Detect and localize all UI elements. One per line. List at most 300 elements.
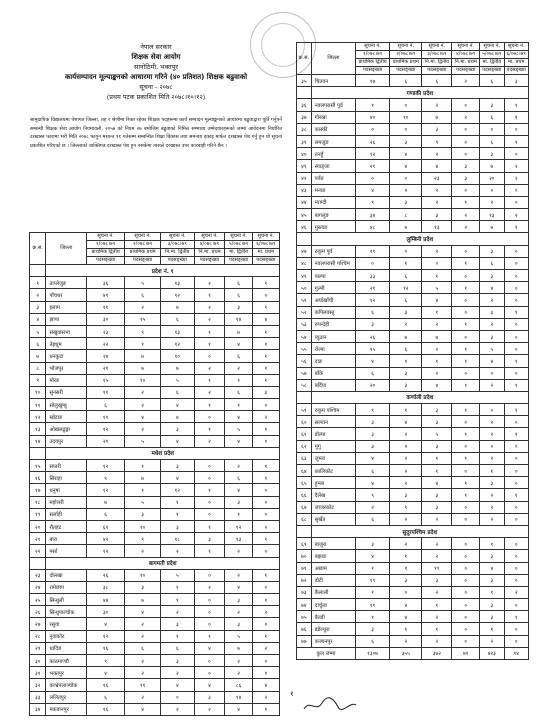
post-count-cell: १ bbox=[504, 355, 529, 367]
sn-cell: ३ bbox=[30, 301, 46, 313]
post-count-cell: १ bbox=[452, 343, 480, 355]
post-count-cell: २ bbox=[125, 545, 161, 557]
post-count-cell: २ bbox=[422, 99, 452, 111]
post-count-cell: ५ bbox=[225, 423, 252, 435]
post-count-cell: २४ bbox=[86, 350, 124, 362]
post-count-cell: ० bbox=[504, 599, 529, 611]
post-count-cell: २ bbox=[225, 655, 252, 667]
post-count-cell: ० bbox=[390, 245, 422, 257]
post-count-cell: ० bbox=[452, 148, 480, 160]
post-count-cell: ० bbox=[504, 550, 529, 562]
post-count-cell: २२ bbox=[86, 338, 124, 350]
level-label: नि.मा. प्रथम bbox=[452, 59, 480, 67]
district-cell: नवलपरासी पश्चिम bbox=[311, 257, 355, 269]
post-count-cell: १ bbox=[504, 404, 529, 416]
post-count-cell: २ bbox=[252, 642, 279, 654]
table-row bbox=[297, 318, 529, 330]
post-count-cell: ० bbox=[390, 99, 422, 111]
post-count-cell: ० bbox=[194, 508, 225, 520]
table-row bbox=[30, 423, 280, 435]
notice-label: सूचना नं. bbox=[252, 233, 279, 241]
post-count-cell: १३ bbox=[161, 325, 195, 337]
table-row bbox=[297, 221, 529, 233]
post-count-cell: ३ bbox=[225, 618, 252, 630]
post-count-cell: ११ bbox=[355, 245, 389, 257]
post-count-cell: २ bbox=[390, 477, 422, 489]
table-row bbox=[297, 586, 529, 598]
post-count-cell: ३ bbox=[355, 538, 389, 550]
district-cell: मुस्ताङ bbox=[311, 221, 355, 233]
post-count-cell: १ bbox=[225, 374, 252, 386]
sn-cell: ७ bbox=[30, 350, 46, 362]
province-name: गण्डकी प्रदेश bbox=[311, 87, 528, 99]
post-count-cell: ३ bbox=[452, 172, 480, 184]
table-row bbox=[297, 111, 529, 123]
post-count-cell: २ bbox=[125, 618, 161, 630]
post-count-cell: ३ bbox=[504, 75, 529, 87]
district-cell: दोलखा bbox=[46, 569, 86, 581]
post-count-cell: ११ bbox=[355, 574, 389, 586]
post-count-cell: ० bbox=[252, 496, 279, 508]
post-count-cell: ० bbox=[480, 184, 504, 196]
post-count-cell: २ bbox=[194, 362, 225, 374]
post-count-cell: १० bbox=[125, 520, 161, 532]
post-count-cell: ० bbox=[480, 367, 504, 379]
post-count-cell: १ bbox=[422, 355, 452, 367]
post-count-cell: २ bbox=[422, 611, 452, 623]
district-cell: कपिलवस्तु bbox=[311, 306, 355, 318]
post-count-cell: १ bbox=[194, 520, 225, 532]
table-row bbox=[30, 496, 280, 508]
post-count-cell: ३६ bbox=[86, 277, 124, 289]
table-row bbox=[30, 362, 280, 374]
post-count-cell: ४ bbox=[225, 435, 252, 447]
post-count-cell: २ bbox=[390, 513, 422, 525]
district-cell: बाजुरा bbox=[311, 538, 355, 550]
table-row bbox=[30, 703, 280, 715]
post-count-cell: ४१ bbox=[86, 289, 124, 301]
total-cell: ३५५ bbox=[390, 647, 422, 659]
post-count-cell: २ bbox=[390, 635, 422, 647]
district-cell: ललितपुर bbox=[46, 691, 86, 703]
post-count-cell: ० bbox=[504, 623, 529, 635]
post-count-cell: १२ bbox=[86, 630, 124, 642]
post-count-cell: ७ bbox=[161, 301, 195, 313]
district-cell: रुकुम पूर्व bbox=[311, 245, 355, 257]
post-count-cell: ३ bbox=[422, 404, 452, 416]
district-cell: महोत्तरी bbox=[46, 496, 86, 508]
post-count-cell: ३ bbox=[480, 330, 504, 342]
post-count-cell: ६ bbox=[225, 386, 252, 398]
col-district-header: जिल्ला bbox=[46, 233, 86, 265]
post-count-cell: ० bbox=[504, 452, 529, 464]
district-cell: जाजरकोट bbox=[311, 501, 355, 513]
post-count-cell: ९ bbox=[355, 196, 389, 208]
district-cell: सिन्धुली bbox=[46, 594, 86, 606]
post-count-cell: २ bbox=[390, 452, 422, 464]
table-row bbox=[297, 282, 529, 294]
post-count-cell: १ bbox=[390, 501, 422, 513]
post-count-cell: १ bbox=[252, 362, 279, 374]
table-row bbox=[297, 209, 529, 221]
post-count-label: पदसङ्ख्या bbox=[252, 257, 279, 265]
post-count-cell: ४ bbox=[355, 184, 389, 196]
post-count-cell: २ bbox=[390, 428, 422, 440]
post-count-cell: २ bbox=[480, 501, 504, 513]
post-count-cell: १ bbox=[194, 374, 225, 386]
post-count-cell: ६ bbox=[86, 399, 124, 411]
table-row bbox=[30, 533, 280, 545]
post-count-cell: २ bbox=[390, 538, 422, 550]
post-count-cell: ३४ bbox=[355, 209, 389, 221]
district-cell: सुनसरी bbox=[46, 386, 86, 398]
post-count-cell: ० bbox=[452, 623, 480, 635]
col-district-header: जिल्ला bbox=[311, 43, 355, 75]
post-count-cell: २ bbox=[225, 606, 252, 618]
table-row bbox=[30, 520, 280, 532]
post-count-cell: ० bbox=[194, 350, 225, 362]
post-count-cell: १ bbox=[422, 306, 452, 318]
post-count-cell: १ bbox=[390, 623, 422, 635]
post-count-cell: ० bbox=[504, 477, 529, 489]
sn-cell: ७१ bbox=[297, 562, 312, 574]
table-row bbox=[297, 404, 529, 416]
post-count-cell: ३ bbox=[194, 533, 225, 545]
post-count-cell: ४ bbox=[390, 148, 422, 160]
post-count-cell: ० bbox=[194, 655, 225, 667]
post-count-cell: ७ bbox=[480, 221, 504, 233]
post-count-cell: ७ bbox=[480, 160, 504, 172]
post-count-cell: ५ bbox=[125, 496, 161, 508]
province-name: मधेश प्रदेश bbox=[46, 447, 280, 459]
post-count-cell: ० bbox=[355, 172, 389, 184]
post-count-cell: ० bbox=[422, 257, 452, 269]
total-cell: ३७२ bbox=[422, 647, 452, 659]
post-count-cell: २ bbox=[125, 423, 161, 435]
post-count-cell: २ bbox=[422, 513, 452, 525]
district-cell: काभ्रेपलाञ्चोक bbox=[46, 679, 86, 691]
post-count-cell: ४२ bbox=[86, 533, 124, 545]
sn-cell: ६५ bbox=[297, 477, 312, 489]
post-count-cell: २ bbox=[504, 209, 529, 221]
post-count-cell: ० bbox=[452, 294, 480, 306]
sn-cell: ३८ bbox=[297, 123, 312, 135]
post-count-cell: १ bbox=[480, 623, 504, 635]
post-count-cell: १ bbox=[252, 338, 279, 350]
post-count-cell: १० bbox=[125, 569, 161, 581]
post-count-cell: ४८ bbox=[355, 221, 389, 233]
table-row bbox=[297, 440, 529, 452]
post-count-cell: ० bbox=[504, 196, 529, 208]
sn-cell: ५५ bbox=[297, 343, 312, 355]
post-count-cell: ० bbox=[390, 123, 422, 135]
page-number: १ bbox=[290, 690, 294, 698]
post-count-cell: ० bbox=[504, 148, 529, 160]
post-count-cell: ४ bbox=[422, 160, 452, 172]
province-name: सुदूरपश्चिम प्रदेश bbox=[311, 525, 528, 537]
post-count-cell: ० bbox=[504, 282, 529, 294]
table-row bbox=[30, 667, 280, 679]
post-count-cell: २ bbox=[355, 501, 389, 513]
post-count-cell: ६ bbox=[355, 367, 389, 379]
post-count-cell: ६ bbox=[390, 75, 422, 87]
notice-number: ६/०७८।७९ bbox=[504, 51, 529, 59]
district-cell: संखुवासभा bbox=[46, 325, 86, 337]
post-count-cell: ३ bbox=[161, 618, 195, 630]
post-count-cell: २ bbox=[452, 221, 480, 233]
sn-cell: ४७ bbox=[297, 245, 312, 257]
post-count-cell: २ bbox=[161, 703, 195, 715]
post-count-cell: ६ bbox=[390, 343, 422, 355]
sn-cell: ४९ bbox=[297, 270, 312, 282]
post-count-cell: ३ bbox=[480, 148, 504, 160]
district-cell: स्याङ्जा bbox=[311, 160, 355, 172]
post-count-cell: ० bbox=[422, 367, 452, 379]
notice-label: सूचना नं. bbox=[225, 233, 252, 241]
post-count-cell: ० bbox=[194, 606, 225, 618]
table-row bbox=[30, 325, 280, 337]
table-row bbox=[297, 501, 529, 513]
table-row bbox=[297, 550, 529, 562]
post-count-cell: ० bbox=[452, 306, 480, 318]
post-count-cell: ९ bbox=[422, 135, 452, 147]
sn-cell: ४३ bbox=[297, 184, 312, 196]
level-label: मा. प्रथम bbox=[504, 59, 529, 67]
post-count-cell: ३ bbox=[390, 489, 422, 501]
sn-cell: २४ bbox=[30, 581, 46, 593]
sn-cell: १ bbox=[30, 277, 46, 289]
district-cell: ओखलढुङ्गा bbox=[46, 423, 86, 435]
post-count-cell: १ bbox=[355, 611, 389, 623]
post-count-cell: १ bbox=[504, 306, 529, 318]
level-label: नि.मा. द्वितीय bbox=[422, 59, 452, 67]
total-cell: ७१ bbox=[452, 647, 480, 659]
district-cell: दाङ bbox=[311, 355, 355, 367]
post-count-cell: २ bbox=[125, 630, 161, 642]
intro-paragraph: सामुदायिक विद्यालयमा पेशागत जिल्ला, तह र श्रेणीमा रिक्त रहेका शिक्षक पदहरूमा कार्य सम्पादन मूल्याङ्कनको आधारमा बढुवाद्वारा पूर्ति गर्नुपर्ने सम्बन्धी शिक्षक सेवा आयोग नियमावली, २०५७ को नियम २७ बमोजिम बढुवाको निमित्त सम्भाव्य उम्मेदवारहरूको जम्मा आवेदनमा निर्धारित दरखास्त फारामा भरी मिति २०७८ फागुन मसान्त ११ गतेसम्म सम्बन्धित शिक्षा विकास तथा समन्वय इकाइ मार्फत दरखास्त पेश गर्नु हुन यो सूचना प्रकाशित गरिएको छ । जिल्लाको व्यक्तिगत दरखास्त पेश हुन नसकेमा त्यसले दरखास्त उपर कारबाही गरिने छैन । bbox=[30, 117, 282, 149]
post-count-cell: ४ bbox=[252, 313, 279, 325]
post-count-label: पदसङ्ख्या bbox=[86, 257, 124, 265]
post-count-cell: ० bbox=[452, 440, 480, 452]
post-count-cell: ६ bbox=[355, 635, 389, 647]
sn-cell bbox=[297, 87, 312, 99]
notice-label: सूचना नं. bbox=[504, 43, 529, 51]
post-count-cell: ३ bbox=[125, 581, 161, 593]
post-count-cell: ० bbox=[504, 257, 529, 269]
post-count-cell: १५ bbox=[86, 374, 124, 386]
post-count-cell: ३ bbox=[422, 416, 452, 428]
post-count-cell: ४ bbox=[390, 611, 422, 623]
sn-cell: ६३ bbox=[297, 452, 312, 464]
post-count-cell: ४ bbox=[480, 355, 504, 367]
post-count-cell: ० bbox=[480, 404, 504, 416]
post-count-cell: २ bbox=[194, 301, 225, 313]
post-count-cell: १ bbox=[161, 630, 195, 642]
post-count-cell: ११ bbox=[355, 599, 389, 611]
post-count-cell: ० bbox=[504, 294, 529, 306]
post-count-cell: ० bbox=[504, 318, 529, 330]
post-count-cell: २ bbox=[480, 513, 504, 525]
post-count-cell: २ bbox=[390, 184, 422, 196]
post-count-cell: २६ bbox=[86, 569, 124, 581]
post-count-cell: ६ bbox=[355, 306, 389, 318]
sn-cell: ३४ bbox=[30, 703, 46, 715]
table-row bbox=[297, 428, 529, 440]
post-count-cell: ३ bbox=[355, 440, 389, 452]
notice-number: १/०७८।७९ bbox=[86, 241, 124, 249]
district-cell: दैलेख bbox=[311, 489, 355, 501]
post-count-cell: १६ bbox=[86, 642, 124, 654]
post-count-cell: १ bbox=[252, 374, 279, 386]
district-cell: पर्वत bbox=[311, 172, 355, 184]
post-count-cell: १५ bbox=[125, 313, 161, 325]
district-cell: डडेल्धुरा bbox=[311, 623, 355, 635]
sn-cell: ५२ bbox=[297, 306, 312, 318]
post-count-cell: ० bbox=[504, 184, 529, 196]
district-cell: मुगु bbox=[311, 440, 355, 452]
post-count-cell: २ bbox=[480, 635, 504, 647]
sn-cell: ७३ bbox=[297, 586, 312, 598]
post-count-cell: ६ bbox=[125, 642, 161, 654]
post-count-cell: १८ bbox=[161, 533, 195, 545]
post-count-cell: ० bbox=[452, 574, 480, 586]
post-count-cell: १ bbox=[252, 325, 279, 337]
sn-cell bbox=[297, 391, 312, 403]
notice-number: ३/०७८।७९ bbox=[161, 241, 195, 249]
post-count-cell: १ bbox=[452, 489, 480, 501]
post-count-cell: ५ bbox=[480, 343, 504, 355]
post-count-cell: १२ bbox=[86, 484, 124, 496]
post-count-label: पदसङ्ख्या bbox=[355, 67, 389, 75]
sn-cell: ४४ bbox=[297, 196, 312, 208]
post-count-label: पदसङ्ख्या bbox=[452, 67, 480, 75]
post-count-cell: ० bbox=[252, 508, 279, 520]
table-row bbox=[297, 611, 529, 623]
table-row bbox=[297, 355, 529, 367]
table-row bbox=[297, 294, 529, 306]
post-count-cell: ० bbox=[452, 550, 480, 562]
sn-cell: ४५ bbox=[297, 209, 312, 221]
post-count-cell: ० bbox=[161, 691, 195, 703]
post-count-cell: ० bbox=[194, 496, 225, 508]
post-count-cell: ० bbox=[194, 411, 225, 423]
district-cell: सप्तरी bbox=[46, 460, 86, 472]
post-count-cell: ५ bbox=[225, 630, 252, 642]
post-count-cell: ३ bbox=[355, 318, 389, 330]
district-cell: सिराहा bbox=[46, 472, 86, 484]
post-count-cell: ६ bbox=[422, 75, 452, 87]
post-count-cell: ३ bbox=[480, 477, 504, 489]
post-count-cell: २ bbox=[194, 435, 225, 447]
post-count-cell: ३ bbox=[390, 135, 422, 147]
post-count-cell: ० bbox=[452, 501, 480, 513]
district-cell: कालिकोट bbox=[311, 465, 355, 477]
post-count-cell: १ bbox=[355, 586, 389, 598]
sn-cell: ५६ bbox=[297, 355, 312, 367]
sn-cell: ४ bbox=[30, 313, 46, 325]
post-count-cell: ४ bbox=[355, 355, 389, 367]
post-count-cell: ६ bbox=[161, 313, 195, 325]
sn-cell: ५८ bbox=[297, 379, 312, 391]
post-count-cell: ३० bbox=[86, 606, 124, 618]
district-cell: रुपन्देही bbox=[311, 318, 355, 330]
post-count-cell: ६ bbox=[390, 294, 422, 306]
notice-number: ६/०७८।७९ bbox=[252, 241, 279, 249]
total-label: कुल जम्मा bbox=[297, 647, 356, 659]
sn-cell: १४ bbox=[30, 435, 46, 447]
table-row bbox=[30, 630, 280, 642]
sn-cell: १२ bbox=[30, 411, 46, 423]
post-count-cell: १ bbox=[125, 338, 161, 350]
post-count-cell: १३ bbox=[422, 221, 452, 233]
post-count-cell: १ bbox=[504, 135, 529, 147]
province-row bbox=[297, 525, 529, 537]
table-row bbox=[30, 289, 280, 301]
sn-cell: ६ bbox=[30, 338, 46, 350]
table-row bbox=[30, 508, 280, 520]
post-count-cell: ० bbox=[452, 635, 480, 647]
post-count-cell: १ bbox=[252, 301, 279, 313]
province-row bbox=[297, 233, 529, 245]
district-cell: भक्तपुर bbox=[46, 667, 86, 679]
post-count-cell: ० bbox=[452, 586, 480, 598]
post-count-cell: १ bbox=[390, 562, 422, 574]
post-count-cell: २१ bbox=[86, 362, 124, 374]
post-count-cell: ६ bbox=[225, 289, 252, 301]
post-count-cell: ३ bbox=[355, 416, 389, 428]
post-count-cell: ० bbox=[504, 538, 529, 550]
notice-number: सूचना - २०७८ bbox=[139, 83, 173, 91]
level-label: नि.मा. प्रथम bbox=[194, 249, 225, 257]
post-count-cell: २ bbox=[504, 586, 529, 598]
vacancy-table-left bbox=[29, 232, 280, 716]
govt-line: नेपाल सरकार bbox=[140, 43, 172, 51]
district-cell: गोरखा bbox=[311, 111, 355, 123]
post-count-cell: ७ bbox=[125, 350, 161, 362]
post-count-cell: २ bbox=[422, 245, 452, 257]
post-count-cell: ४० bbox=[355, 111, 389, 123]
post-count-cell: ० bbox=[252, 484, 279, 496]
post-count-cell: ५ bbox=[125, 277, 161, 289]
post-count-cell: ० bbox=[452, 599, 480, 611]
post-count-cell: १ bbox=[161, 581, 195, 593]
post-count-cell: ० bbox=[252, 545, 279, 557]
post-count-cell: २३ bbox=[86, 325, 124, 337]
post-count-cell: ३० bbox=[86, 313, 124, 325]
post-count-cell: ० bbox=[390, 172, 422, 184]
sn-cell: ९ bbox=[30, 374, 46, 386]
post-count-cell: ४ bbox=[194, 642, 225, 654]
post-count-cell: ३ bbox=[355, 623, 389, 635]
post-count-cell: ० bbox=[452, 513, 480, 525]
post-count-cell: ११ bbox=[422, 562, 452, 574]
post-count-cell: ४ bbox=[252, 679, 279, 691]
table-row bbox=[297, 123, 529, 135]
post-count-cell: ० bbox=[252, 581, 279, 593]
post-count-cell: १ bbox=[452, 428, 480, 440]
post-count-cell: ४ bbox=[355, 452, 389, 464]
sn-cell bbox=[297, 233, 312, 245]
post-count-cell: १४ bbox=[225, 691, 252, 703]
table-row bbox=[297, 538, 529, 550]
post-count-cell: ७ bbox=[225, 642, 252, 654]
signature-scribble bbox=[300, 695, 360, 715]
post-count-cell: ० bbox=[504, 330, 529, 342]
post-count-cell: २ bbox=[252, 691, 279, 703]
district-cell: खोटाङ bbox=[46, 411, 86, 423]
post-count-cell: २ bbox=[125, 386, 161, 398]
post-count-cell: १ bbox=[252, 435, 279, 447]
